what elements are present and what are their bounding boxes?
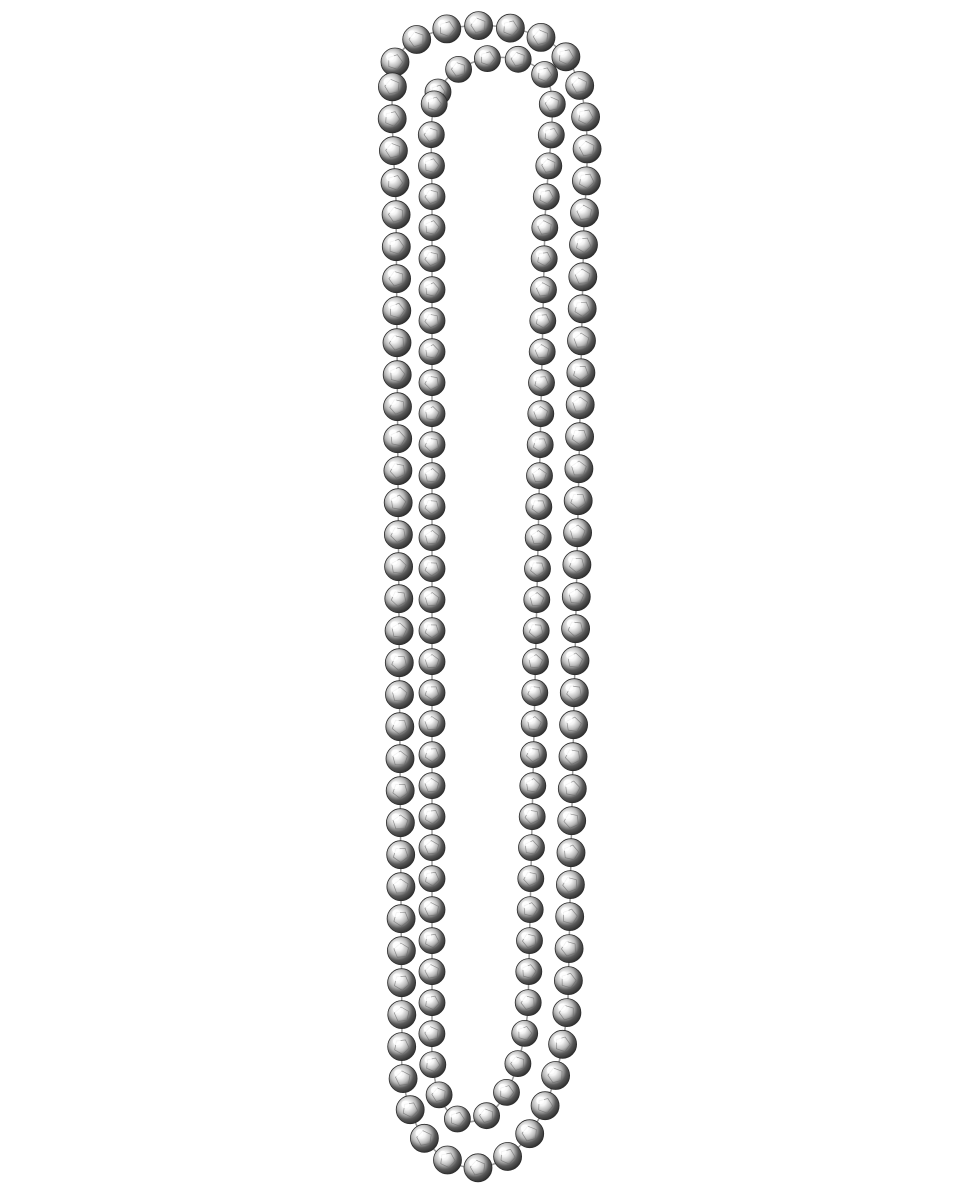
inner-bead — [521, 711, 547, 737]
outer-bead — [556, 871, 584, 899]
outer-bead — [378, 105, 406, 133]
inner-bead — [520, 773, 546, 799]
outer-bead — [388, 969, 416, 997]
outer-bead — [557, 839, 585, 867]
outer-bead — [381, 169, 409, 197]
inner-bead — [512, 1020, 538, 1046]
outer-bead — [573, 135, 601, 163]
outer-bead — [555, 935, 583, 963]
inner-bead — [419, 866, 445, 892]
outer-bead — [531, 1092, 559, 1120]
outer-bead — [569, 263, 597, 291]
inner-bead — [419, 556, 445, 582]
outer-bead — [552, 43, 580, 71]
inner-bead — [494, 1079, 520, 1105]
outer-bead — [572, 167, 600, 195]
outer-bead — [383, 265, 411, 293]
inner-bead — [419, 525, 445, 551]
outer-bead — [381, 48, 409, 76]
outer-bead — [564, 487, 592, 515]
inner-bead — [446, 56, 472, 82]
inner-bead — [505, 46, 531, 72]
inner-strand — [418, 46, 565, 1132]
outer-bead — [559, 743, 587, 771]
outer-bead — [568, 327, 596, 355]
inner-bead — [419, 184, 445, 210]
inner-bead — [419, 680, 445, 706]
outer-bead — [384, 425, 412, 453]
outer-bead — [560, 679, 588, 707]
inner-bead — [529, 339, 555, 365]
outer-bead — [385, 649, 413, 677]
outer-bead — [386, 713, 414, 741]
outer-bead — [379, 137, 407, 165]
inner-bead — [519, 835, 545, 861]
outer-bead — [385, 585, 413, 613]
outer-bead — [563, 551, 591, 579]
outer-bead — [389, 1065, 417, 1093]
inner-bead — [419, 804, 445, 830]
inner-bead — [419, 401, 445, 427]
inner-bead — [419, 897, 445, 923]
outer-bead — [558, 807, 586, 835]
inner-bead — [418, 122, 444, 148]
inner-bead — [419, 215, 445, 241]
outer-bead — [566, 423, 594, 451]
inner-bead — [517, 897, 543, 923]
outer-bead — [385, 553, 413, 581]
inner-bead — [419, 494, 445, 520]
inner-bead — [419, 990, 445, 1016]
inner-bead — [419, 432, 445, 458]
outer-bead — [542, 1062, 570, 1090]
inner-bead — [524, 587, 550, 613]
inner-bead — [539, 91, 565, 117]
outer-bead — [384, 457, 412, 485]
outer-bead — [464, 1154, 492, 1182]
inner-bead — [527, 463, 553, 489]
outer-bead — [567, 359, 595, 387]
inner-bead — [421, 91, 447, 117]
inner-bead — [517, 928, 543, 954]
outer-bead — [562, 583, 590, 611]
inner-bead — [528, 401, 554, 427]
inner-bead — [531, 277, 557, 303]
inner-bead — [419, 742, 445, 768]
inner-bead — [419, 959, 445, 985]
outer-bead — [387, 841, 415, 869]
inner-bead — [521, 742, 547, 768]
inner-bead — [527, 432, 553, 458]
inner-bead — [536, 153, 562, 179]
inner-bead — [519, 804, 545, 830]
inner-bead — [419, 153, 445, 179]
inner-bead — [515, 990, 541, 1016]
outer-bead — [382, 233, 410, 261]
inner-bead — [522, 680, 548, 706]
outer-bead — [556, 903, 584, 931]
outer-bead — [571, 199, 599, 227]
inner-bead — [474, 1103, 500, 1129]
inner-bead — [538, 122, 564, 148]
outer-bead — [385, 617, 413, 645]
outer-bead — [403, 26, 431, 54]
outer-bead — [434, 1146, 462, 1174]
outer-bead — [388, 1033, 416, 1061]
inner-bead — [419, 339, 445, 365]
inner-bead — [516, 959, 542, 985]
outer-bead — [386, 777, 414, 805]
outer-bead — [549, 1030, 577, 1058]
inner-bead — [525, 556, 551, 582]
inner-bead — [531, 246, 557, 272]
outer-bead — [566, 391, 594, 419]
outer-bead — [387, 905, 415, 933]
outer-bead — [564, 519, 592, 547]
inner-bead — [419, 308, 445, 334]
outer-bead — [496, 14, 524, 42]
inner-bead — [526, 494, 552, 520]
inner-bead — [532, 215, 558, 241]
outer-bead — [562, 615, 590, 643]
inner-bead — [419, 835, 445, 861]
inner-bead — [530, 308, 556, 334]
outer-bead — [396, 1096, 424, 1124]
outer-bead — [387, 937, 415, 965]
inner-bead — [419, 711, 445, 737]
outer-bead — [388, 1001, 416, 1029]
outer-strand — [378, 12, 601, 1182]
outer-bead — [561, 647, 589, 675]
outer-bead — [384, 393, 412, 421]
outer-bead — [378, 73, 406, 101]
inner-bead — [532, 62, 558, 88]
inner-bead — [419, 618, 445, 644]
outer-bead — [387, 873, 415, 901]
inner-bead — [419, 587, 445, 613]
inner-bead — [419, 1021, 445, 1047]
outer-bead — [527, 23, 555, 51]
inner-bead — [419, 773, 445, 799]
inner-bead — [444, 1106, 470, 1132]
inner-bead — [419, 370, 445, 396]
outer-bead — [384, 521, 412, 549]
outer-bead — [570, 231, 598, 259]
outer-bead — [558, 775, 586, 803]
inner-bead — [518, 866, 544, 892]
outer-bead — [560, 711, 588, 739]
outer-bead — [410, 1124, 438, 1152]
outer-bead — [566, 72, 594, 100]
outer-bead — [384, 489, 412, 517]
outer-bead — [386, 809, 414, 837]
outer-bead — [568, 295, 596, 323]
outer-bead — [554, 967, 582, 995]
outer-bead — [382, 201, 410, 229]
outer-bead — [494, 1143, 522, 1171]
inner-bead — [419, 277, 445, 303]
inner-bead — [523, 649, 549, 675]
inner-bead — [474, 46, 500, 72]
outer-bead — [572, 103, 600, 131]
inner-bead — [419, 246, 445, 272]
inner-bead — [525, 525, 551, 551]
inner-bead — [419, 463, 445, 489]
outer-bead — [386, 681, 414, 709]
outer-bead — [433, 15, 461, 43]
outer-bead — [516, 1120, 544, 1148]
outer-bead — [386, 745, 414, 773]
inner-bead — [419, 928, 445, 954]
outer-bead — [383, 297, 411, 325]
outer-bead — [553, 999, 581, 1027]
inner-bead — [505, 1051, 531, 1077]
inner-bead — [529, 370, 555, 396]
inner-bead — [533, 184, 559, 210]
outer-bead — [383, 329, 411, 357]
outer-bead — [383, 361, 411, 389]
inner-bead — [426, 1082, 452, 1108]
inner-bead — [419, 649, 445, 675]
inner-bead — [523, 618, 549, 644]
inner-bead — [420, 1052, 446, 1078]
outer-bead — [565, 455, 593, 483]
outer-bead — [465, 12, 493, 40]
